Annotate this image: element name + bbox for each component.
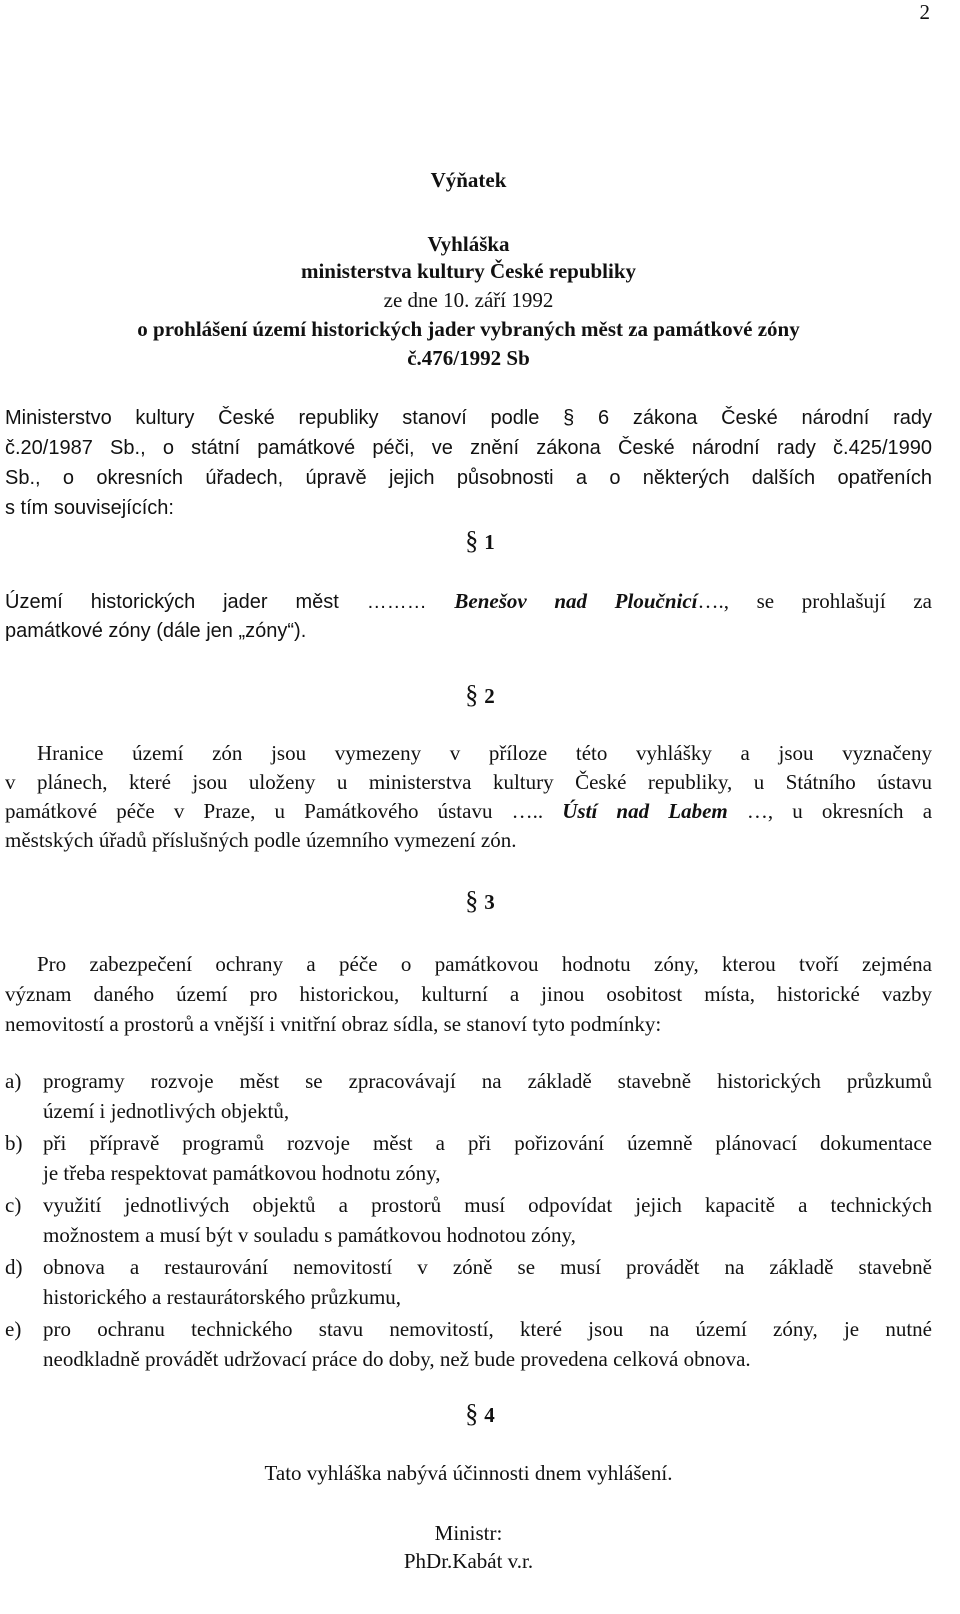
section-2-text: Hranice území zón jsou vymezeny v příloze této vyhlášky a jsou vyznačeny — [37, 741, 932, 765]
list-item-label: c) — [5, 1193, 22, 1217]
section-2-suffix: …, u okresních a — [746, 799, 933, 823]
conditions-list — [5, 1066, 932, 1374]
list-item — [5, 1128, 932, 1188]
section-1-heading — [0, 526, 960, 556]
decree-date: ze dne 10. září 1992 — [383, 288, 554, 312]
page-number: 2 — [919, 0, 930, 24]
section-number: 2 — [484, 684, 495, 708]
list-item-label: b) — [5, 1131, 23, 1155]
list-item-text: historického a restaurátorského průzkumu, — [43, 1285, 402, 1309]
section-3-heading — [0, 886, 960, 916]
paragraph-symbol: § — [465, 886, 479, 915]
paragraph-symbol: § — [465, 1399, 479, 1428]
section-3-text: Pro zabezpečení ochrany a péče o památkovou hodnotu zóny, kterou tvoří zejména — [37, 952, 932, 976]
section-1-suffix: …., se prohlašují za — [697, 589, 932, 613]
list-item-text: obnova a restaurování nemovitostí v zóně se musí provádět na základě stavebně — [43, 1255, 932, 1279]
section-4-text: Tato vyhláška nabývá účinnosti dnem vyhlášení. — [264, 1461, 673, 1485]
list-item-label: a) — [5, 1069, 22, 1093]
decree-number: č.476/1992 Sb — [407, 346, 530, 370]
document-title: Výňatek — [430, 168, 507, 192]
section-4-heading — [0, 1399, 960, 1429]
list-item-text: využití jednotlivých objektů a prostorů musí odpovídat jejich kapacitě a technických — [43, 1193, 932, 1217]
list-item-text: neodkladně provádět udržovací práce do doby, než bude provedena celková obnova. — [43, 1347, 751, 1371]
intro-line-1: Ministerstvo kultury České republiky stanoví podle § 6 zákona České národní rady — [5, 407, 932, 429]
list-item-label: d) — [5, 1255, 23, 1279]
list-item — [5, 1252, 932, 1312]
section-number: 3 — [484, 890, 495, 914]
list-item — [5, 1190, 932, 1250]
list-item-text: při přípravě programů rozvoje měst a při pořizování územně plánovací dokumentace — [43, 1131, 932, 1155]
paragraph-symbol: § — [465, 680, 479, 709]
section-2-line-2: v plánech, které jsou uloženy u ministerstva kultury České republiky, u Státního ústavu — [5, 770, 932, 794]
section-1-line-2: památkové zóny (dále jen „zóny“). — [5, 620, 307, 642]
section-1-line-1 — [5, 586, 932, 617]
intro-line-3: Sb., o okresních úřadech, úpravě jejich působnosti a o některých dalších opatřeních — [5, 467, 932, 489]
list-item-text: možnostem a musí být v souladu s památkovou hodnotou zóny, — [43, 1223, 576, 1247]
section-2-prefix: památkové péče v Praze, u Památkového ústavu ….. — [5, 799, 544, 823]
intro-line-4: s tím souvisejících: — [5, 497, 174, 519]
section-3-line-3: nemovitostí a prostorů a vnější i vnitřní obraz sídla, se stanoví tyto podmínky: — [5, 1012, 662, 1036]
list-item-label: e) — [5, 1317, 22, 1341]
decree-heading: Vyhláška — [427, 232, 510, 256]
paragraph-symbol: § — [465, 526, 479, 555]
place-name: Ústí nad Labem — [562, 799, 728, 823]
signature-name: PhDr.Kabát v.r. — [403, 1549, 534, 1573]
section-3-line-2: význam daného území pro historickou, kulturní a jinou osobitost místa, historické vazby — [5, 982, 932, 1006]
decree-subject: o prohlášení území historických jader vybraných měst za památkové zóny — [137, 317, 800, 341]
list-item-text: programy rozvoje měst se zpracovávají na základě stavebně historických průzkumů — [43, 1069, 932, 1093]
list-item — [5, 1066, 932, 1126]
section-1-prefix: Území historických jader měst ……… — [5, 591, 427, 613]
ministry-name: ministerstva kultury České republiky — [300, 259, 637, 283]
section-2-heading — [0, 680, 960, 710]
section-2-line-3 — [5, 796, 932, 826]
section-3-line-1 — [5, 949, 932, 979]
section-number: 1 — [484, 530, 495, 554]
list-item — [5, 1314, 932, 1374]
section-2-line-4: městských úřadů příslušných podle územního vymezení zón. — [5, 828, 517, 852]
town-name: Benešov nad Ploučnicí — [454, 589, 698, 613]
section-2-line-1 — [5, 738, 932, 768]
section-number: 4 — [484, 1403, 495, 1427]
list-item-text: území i jednotlivých objektů, — [43, 1099, 290, 1123]
signature-role: Ministr: — [434, 1521, 503, 1545]
list-item-text: je třeba respektovat památkovou hodnotu zóny, — [43, 1161, 441, 1185]
list-item-text: pro ochranu technického stavu nemovitostí, které jsou na území zóny, je nutné — [43, 1317, 932, 1341]
intro-line-2: č.20/1987 Sb., o státní památkové péči, ve znění zákona České národní rady č.425/1990 — [5, 437, 932, 459]
